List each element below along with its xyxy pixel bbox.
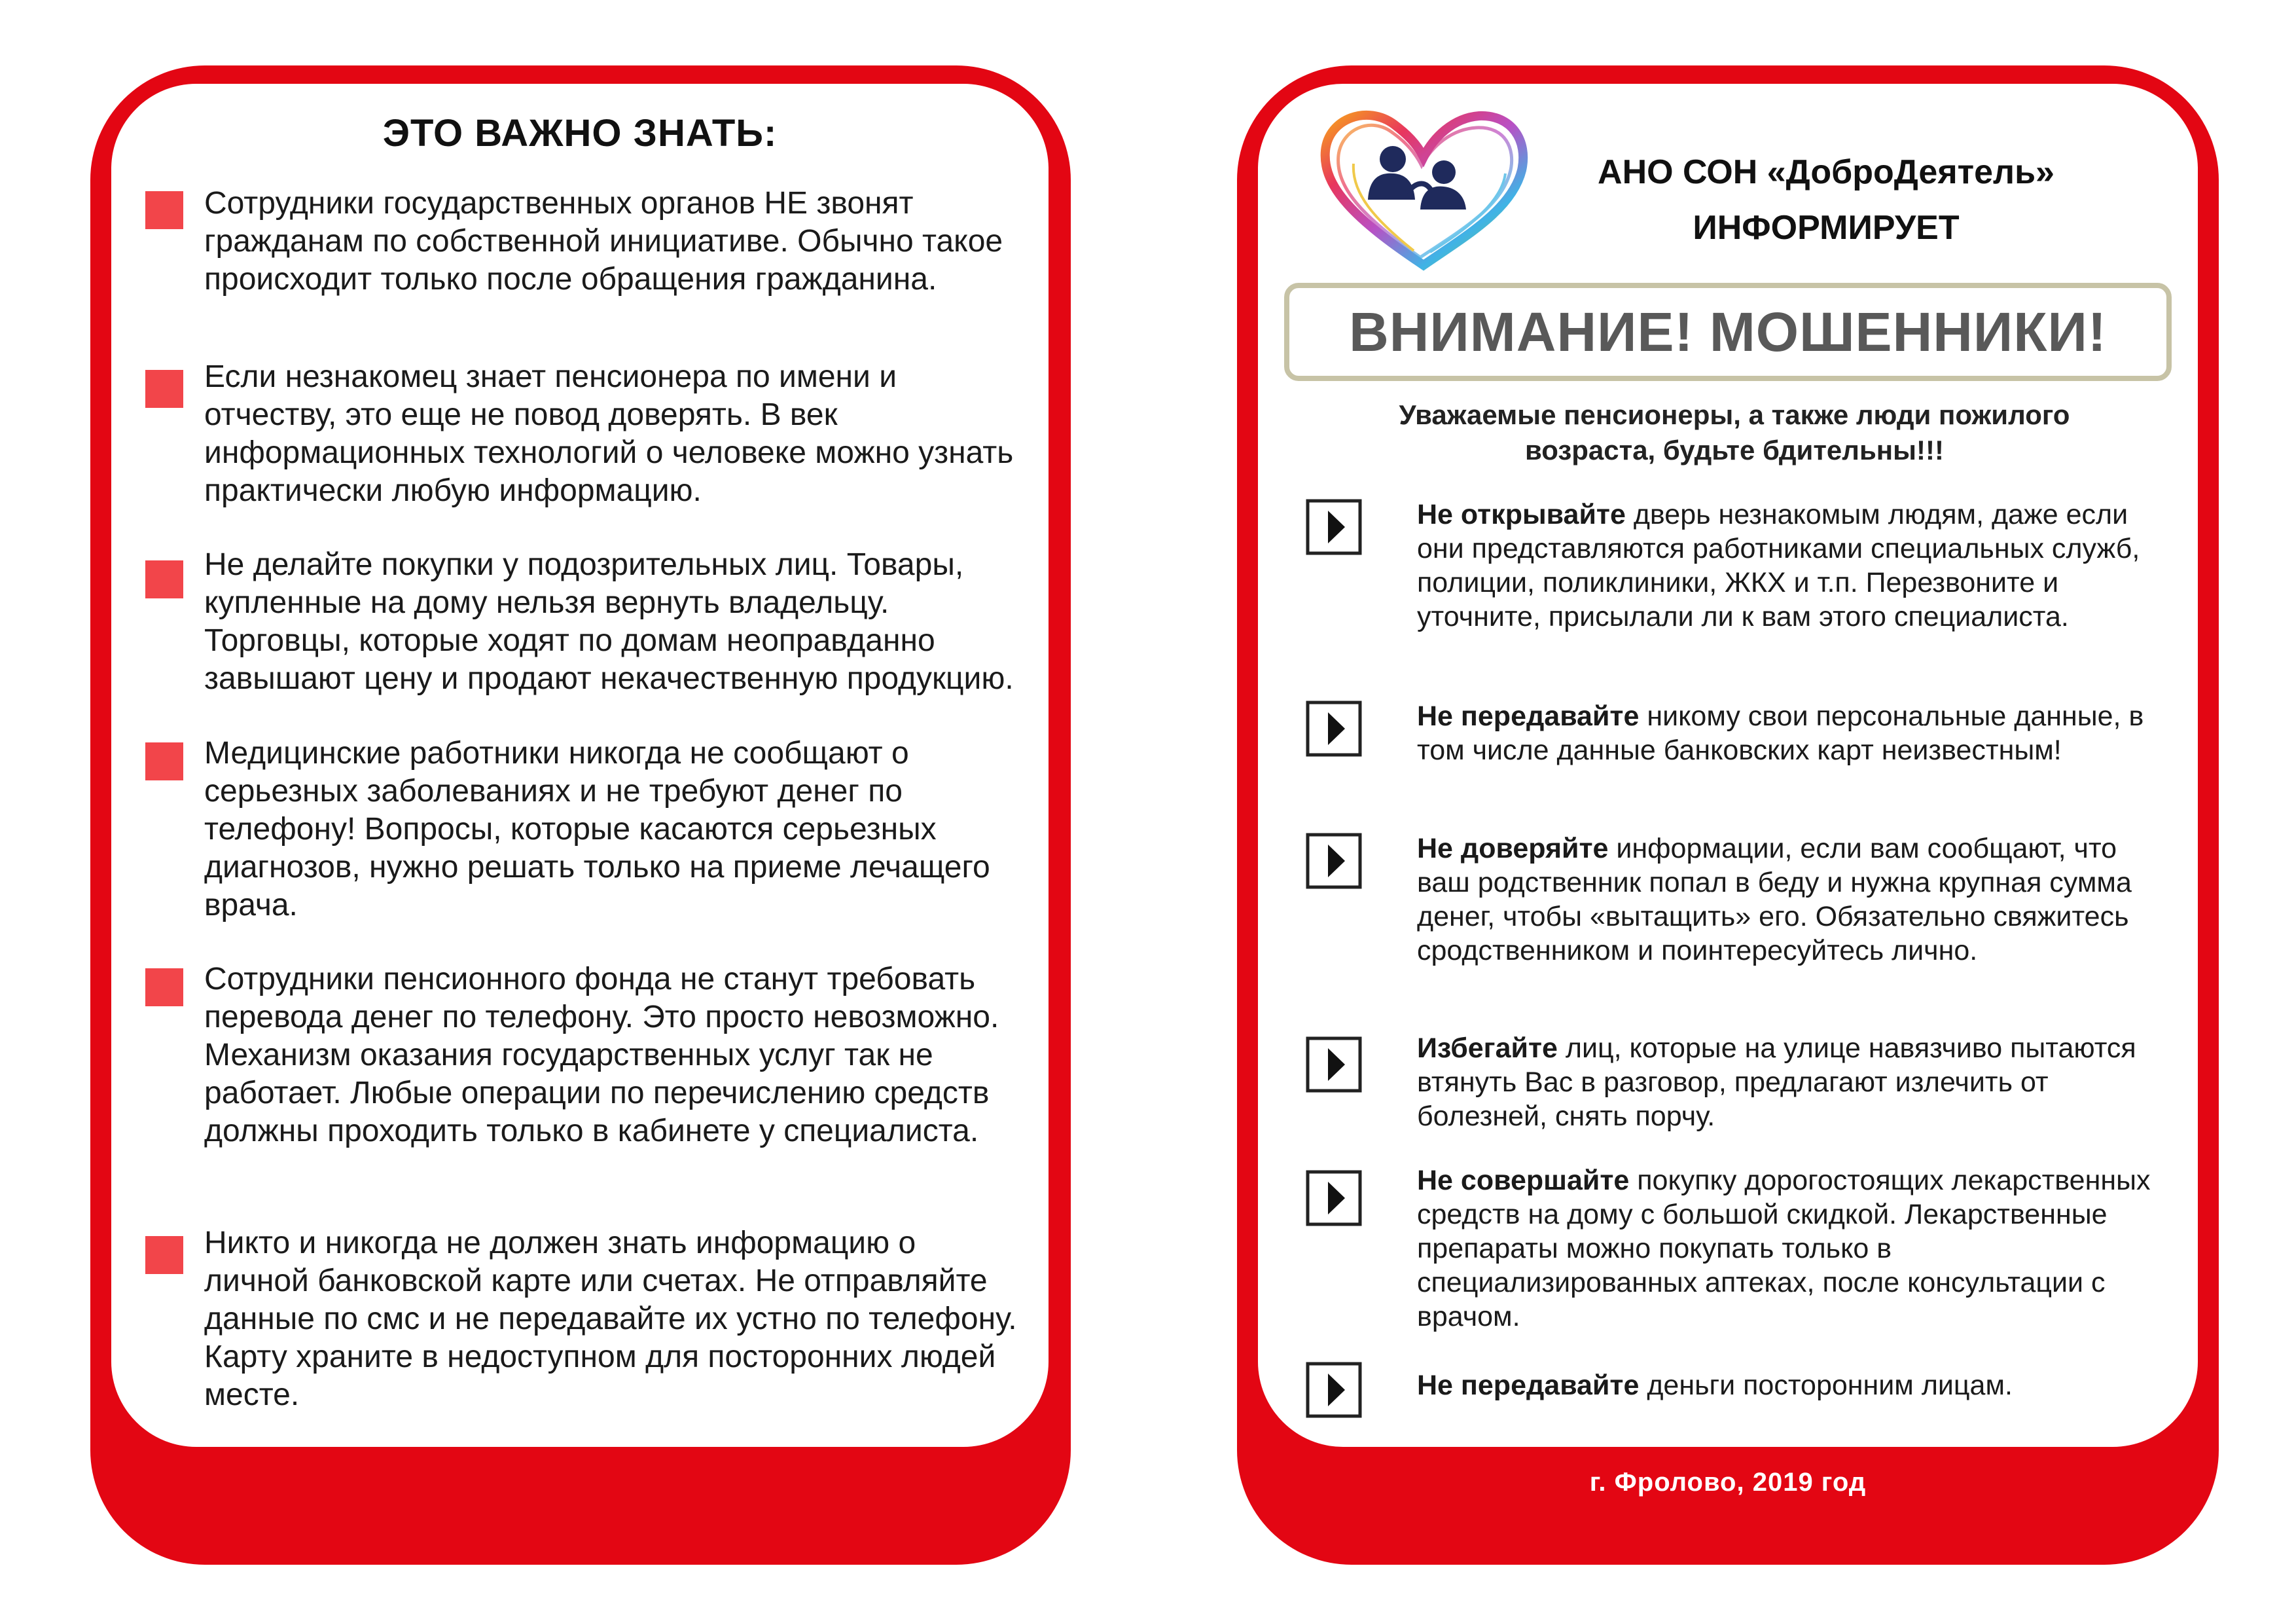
heart-logo-icon bbox=[1316, 101, 1532, 272]
rule-keyword: Не совершайте bbox=[1417, 1165, 1630, 1196]
rule-text bbox=[1417, 498, 2157, 634]
arrow-box-icon bbox=[1306, 499, 1362, 555]
rule-item bbox=[1306, 498, 2157, 634]
subheading bbox=[1302, 397, 2166, 468]
red-square-bullet-icon bbox=[145, 742, 183, 780]
red-square-bullet-icon bbox=[145, 968, 183, 1006]
arrow-box-icon bbox=[1306, 1170, 1362, 1226]
red-square-bullet-icon bbox=[145, 560, 183, 598]
tip-text: Никто и никогда не должен знать информацию о личной банковской карте или счетах. Не отправляйте данные по смс и не передавайте их устно по телефону. Карту храните в недоступном для посторонних людей месте. bbox=[204, 1226, 1017, 1412]
left-panel-title: ЭТО ВАЖНО ЗНАТЬ: bbox=[382, 112, 778, 155]
tip-text: Если незнакомец знает пенсионера по имени и отчеству, это еще не повод доверять. В век информационных технологий о человеке можно узнать практически любую информацию. bbox=[204, 359, 1014, 508]
arrow-box-icon bbox=[1306, 1036, 1362, 1093]
footer-city-year: г. Фролово, 2019 год bbox=[1589, 1468, 1867, 1497]
subheading-line-2: возраста, будьте бдительны!!! bbox=[1525, 435, 1944, 465]
red-square-bullet-icon bbox=[145, 1236, 183, 1274]
tip-item bbox=[145, 1224, 1022, 1414]
rule-keyword: Не передавайте bbox=[1417, 701, 1640, 732]
subheading-line-1: Уважаемые пенсионеры, а также люди пожилого bbox=[1399, 399, 2070, 430]
tip-item bbox=[145, 735, 1022, 924]
rule-detail: дверь незнакомым людям, даже если они представляются работниками специальных служб, полиции, поликлиники, ЖКХ и т.п. Перезвоните и уточните, присылали ли к вам этого специалиста. bbox=[1417, 499, 2140, 632]
tip-text: Сотрудники пенсионного фонда не станут требовать перевода денег по телефону. Это просто невозможно. Механизм оказания государственных услуг так не работает. Любые операции по перечислению средств должны проходить только в кабинете у специалиста. bbox=[204, 962, 999, 1148]
red-square-bullet-icon bbox=[145, 191, 183, 229]
tip-text: Не делайте покупки у подозрительных лиц. Товары, купленные на дому нельзя вернуть владельцу. Торговцы, которые ходят по домам неоправданно завышают цену и продают некачественную продукцию. bbox=[204, 547, 1014, 696]
arrow-box-icon bbox=[1306, 833, 1362, 889]
rule-item bbox=[1306, 1368, 2157, 1402]
red-square-bullet-icon bbox=[145, 370, 183, 408]
rule-detail: покупку дорогостоящих лекарственных средств на дому с большой скидкой. Лекарственные препараты можно покупать только в специализированных аптеках, после консультации с врачом. bbox=[1417, 1165, 2151, 1332]
rule-text bbox=[1417, 831, 2157, 968]
arrow-box-icon bbox=[1306, 1362, 1362, 1418]
arrow-box-icon bbox=[1306, 701, 1362, 757]
rule-item bbox=[1306, 699, 2157, 767]
rule-text bbox=[1417, 1163, 2157, 1334]
tip-item bbox=[145, 960, 1022, 1150]
tip-item bbox=[145, 185, 1022, 299]
rule-item bbox=[1306, 1031, 2157, 1133]
rule-text bbox=[1417, 699, 2157, 767]
tip-item bbox=[145, 358, 1022, 510]
org-name: АНО СОН «ДоброДеятель» bbox=[1598, 153, 2054, 191]
rule-keyword: Избегайте bbox=[1417, 1032, 1558, 1064]
rule-detail: информации, если вам сообщают, что ваш родственник попал в беду и нужна крупная сумма денег, чтобы «вытащить» его. Обязательно свяжитесь сродственником и поинтересуйтесь лично. bbox=[1417, 833, 2132, 966]
tip-text: Сотрудники государственных органов НЕ звонят гражданам по собственной инициативе. Обычно такое происходит только после обращения гражданина. bbox=[204, 186, 1003, 297]
rule-keyword: Не доверяйте bbox=[1417, 833, 1609, 864]
rule-keyword: Не открывайте bbox=[1417, 499, 1626, 530]
rule-detail: никому свои персональные данные, в том числе данные банковских карт неизвестным! bbox=[1417, 701, 2144, 766]
rule-keyword: Не передавайте bbox=[1417, 1370, 1640, 1401]
rule-item bbox=[1306, 1163, 2157, 1334]
tip-text: Медицинские работники никогда не сообщают о серьезных заболеваниях и не требуют денег по телефону! Вопросы, которые касаются серьезных диагнозов, нужно решать только на приеме лечащего врача. bbox=[204, 736, 990, 922]
warning-banner bbox=[1284, 283, 2172, 381]
org-informs: ИНФОРМИРУЕТ bbox=[1693, 209, 1960, 247]
rule-text bbox=[1417, 1368, 2157, 1402]
rule-detail: деньги посторонним лицам. bbox=[1639, 1370, 2013, 1401]
rule-text bbox=[1417, 1031, 2157, 1133]
warning-text: ВНИМАНИЕ! МОШЕННИКИ! bbox=[1349, 301, 2107, 363]
rule-item bbox=[1306, 831, 2157, 968]
tip-item bbox=[145, 546, 1022, 698]
rule-detail: лиц, которые на улице навязчиво пытаются втянуть Вас в разговор, предлагают излечить от болезней, снять порчу. bbox=[1417, 1032, 2136, 1132]
